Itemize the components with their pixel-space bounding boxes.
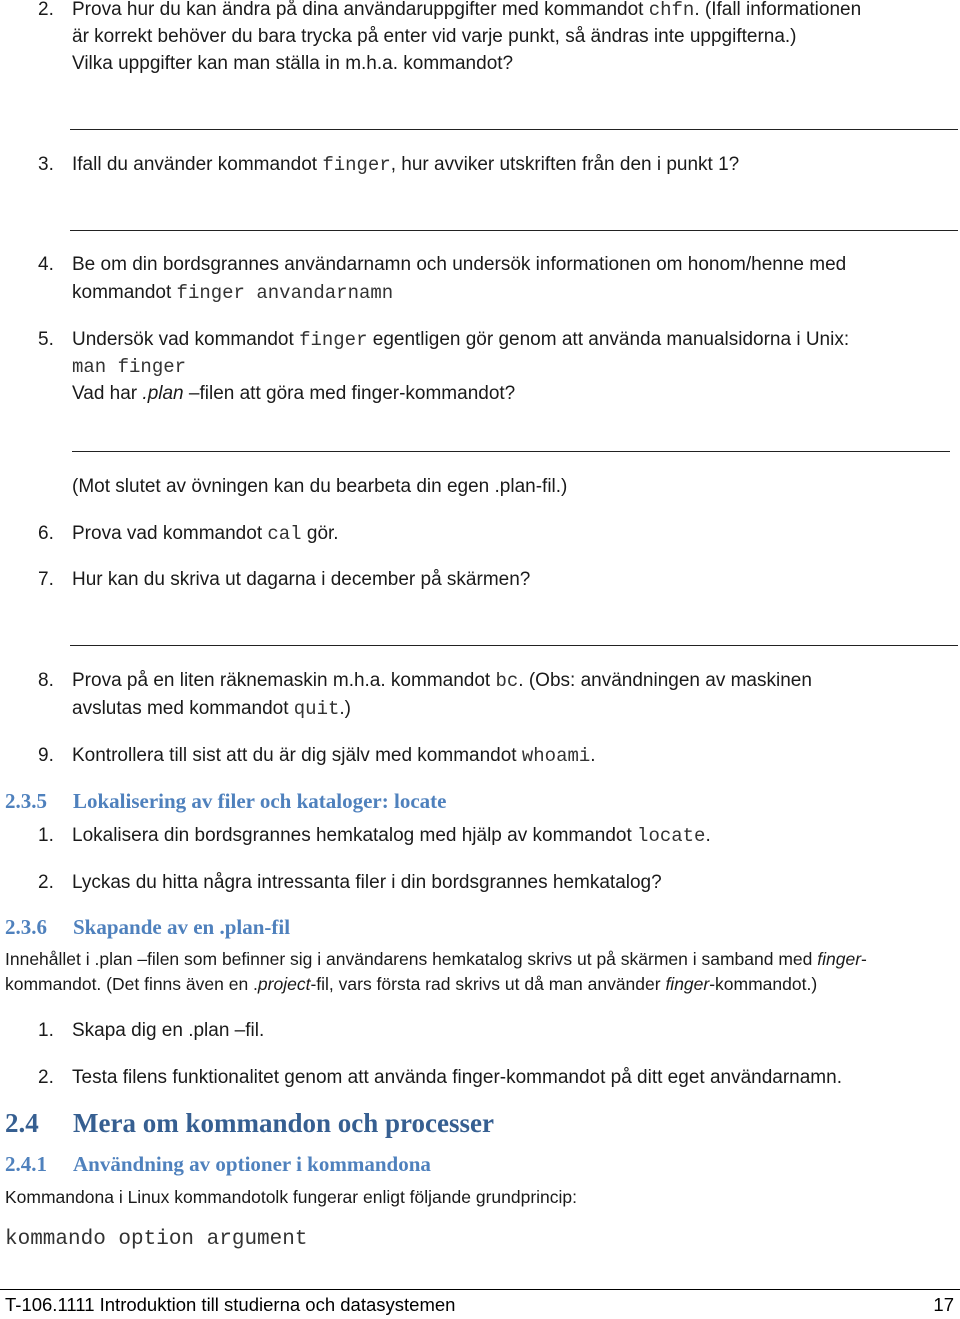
item-number: 1. [38, 1020, 54, 1041]
section-title: Mera om kommandon och processer [73, 1108, 494, 1138]
item-text: Skapa dig en .plan –fil. [72, 1020, 265, 1041]
item-text: Be om din bordsgrannes användarnamn och undersök informationen om honom/henne med [72, 254, 847, 275]
answer-line [70, 645, 958, 646]
item-number: 1. [38, 825, 54, 846]
item-number: 2. [38, 872, 54, 893]
item-text: Lyckas du hitta några intressanta filer i din bordsgrannes hemkatalog? [72, 872, 662, 893]
section-number: 2.4.1 [5, 1152, 47, 1176]
section-heading-2-4 [5, 1108, 494, 1139]
section-heading-2-3-5 [5, 789, 447, 814]
answer-line [72, 451, 950, 452]
item-text: Prova hur du kan ändra på dina användaruppgifter med kommandot chfn. (Ifall informationen [72, 0, 862, 21]
section-number: 2.4 [5, 1108, 39, 1138]
page-number: 17 [933, 1294, 954, 1315]
footer-course: T-106.1111 Introduktion till studierna och datasystemen [5, 1294, 456, 1315]
section-title: Användning av optioner i kommandona [73, 1152, 431, 1176]
item-number: 3. [38, 154, 54, 175]
section-heading-2-3-6 [5, 915, 291, 940]
sec241-text: Kommandona i Linux kommandotolk fungerar enligt följande grundprincip: [5, 1187, 578, 1207]
item-number: 9. [38, 745, 54, 766]
note-text: (Mot slutet av övningen kan du bearbeta din egen .plan-fil.) [72, 476, 568, 497]
sec236-paragraph [5, 947, 867, 997]
item-text: Lokalisera din bordsgrannes hemkatalog med hjälp av kommandot locate. [72, 825, 711, 847]
paragraph-line: kommandot. (Det finns även en .project-fil, vars första rad skrivs ut då man använder finger-kommandot.) [5, 974, 818, 994]
item-number: 5. [38, 329, 54, 350]
answer-line [70, 129, 958, 130]
section-number: 2.3.5 [5, 789, 47, 813]
paragraph-line: Innehållet i .plan –filen som befinner sig i användarens hemkatalog skrivs ut på skärmen i samband med finger- [5, 949, 867, 969]
item-text: Undersök vad kommandot finger egentligen gör genom att använda manualsidorna i Unix: [72, 329, 850, 351]
item-text: är korrekt behöver du bara trycka på enter vid varje punkt, så ändras inte uppgifterna.) [72, 26, 797, 47]
item-text: Hur kan du skriva ut dagarna i december på skärmen? [72, 569, 531, 590]
item-text: Prova vad kommandot cal gör. [72, 523, 339, 545]
item-text: Vad har .plan –filen att göra med finger-kommandot? [72, 383, 516, 404]
item-number: 4. [38, 254, 54, 275]
item-text: Vilka uppgifter kan man ställa in m.h.a. kommandot? [72, 53, 514, 74]
answer-line [70, 230, 958, 231]
section-title: Skapande av en .plan-fil [73, 915, 291, 939]
section-heading-2-4-1 [5, 1152, 431, 1177]
item-text: Testa filens funktionalitet genom att använda finger-kommandot på ditt eget användarnamn. [72, 1067, 842, 1088]
item-text: Kontrollera till sist att du är dig själv med kommandot whoami. [72, 745, 596, 767]
section-number: 2.3.6 [5, 915, 47, 939]
item-text: Prova på en liten räknemaskin m.h.a. kommandot bc. (Obs: användningen av maskinen [72, 670, 812, 692]
command-syntax: kommando option argument [5, 1228, 308, 1251]
code-text: man finger [72, 356, 187, 378]
section-title: Lokalisering av filer och kataloger: locate [73, 789, 447, 813]
item-5-note [72, 474, 567, 500]
footer-rule [0, 1289, 960, 1290]
item-text: kommandot finger anvandarnamn [72, 282, 394, 304]
item-number: 8. [38, 670, 54, 691]
item-number: 7. [38, 569, 54, 590]
item-text: avslutas med kommandot quit.) [72, 698, 351, 720]
item-number: 6. [38, 523, 54, 544]
item-number: 2. [38, 1067, 54, 1088]
item-text: Ifall du använder kommandot finger, hur avviker utskriften från den i punkt 1? [72, 154, 740, 176]
item-number: 2. [38, 0, 54, 20]
